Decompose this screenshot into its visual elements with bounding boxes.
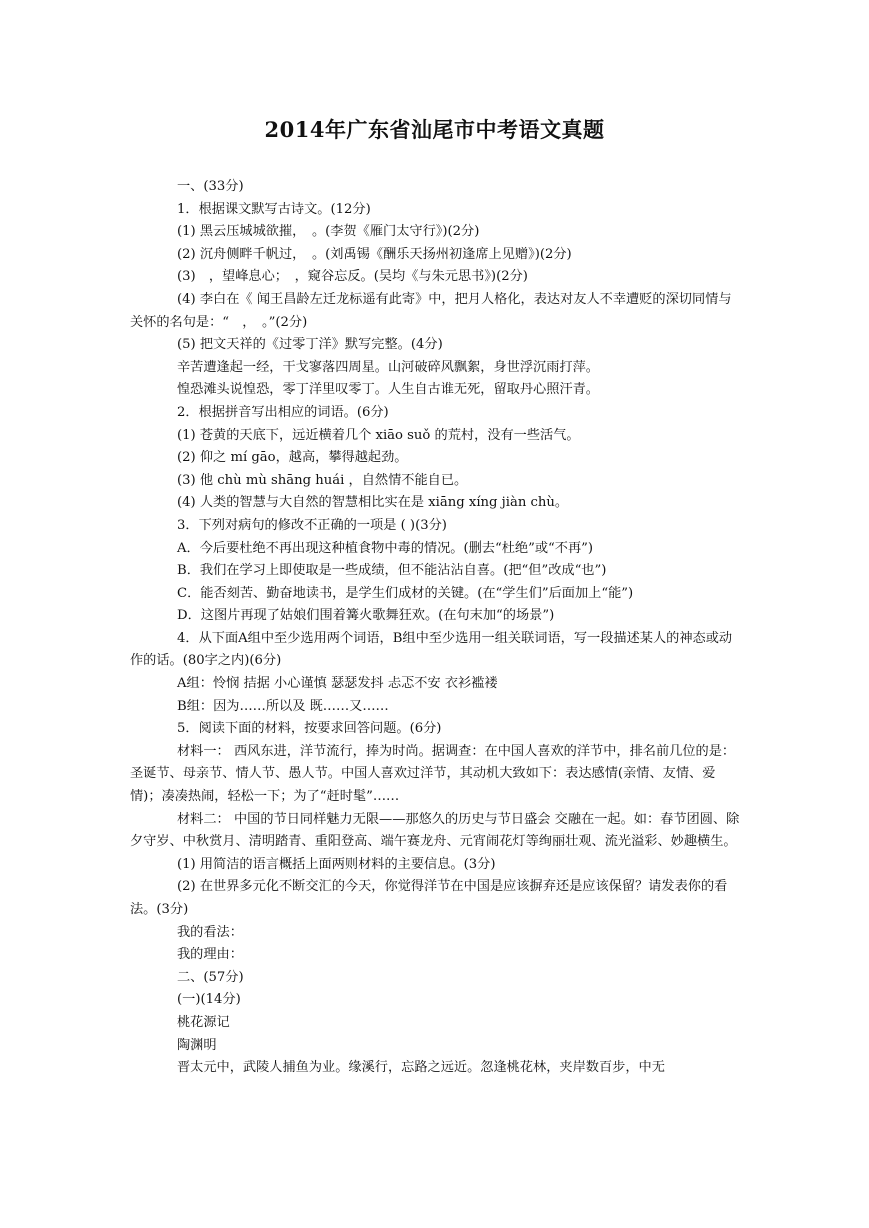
paragraph: 我的理由： [177,947,243,963]
paragraph: C．能否刻苦、勤奋地读书，是学生们成材的关键。(在“学生们”后面加上“能”) [177,585,634,601]
document-body [130,176,740,1080]
paragraph: 我的看法： [177,924,243,940]
paragraph: (2) 在世界多元化不断交汇的今天，你觉得洋节在中国是应该摒弃还是应该保留？请发表你的看法。(3分) [130,879,728,917]
paragraph: 材料一： 西风东进，洋节流行，捧为时尚。据调查：在中国人喜欢的洋节中，排名前几位的是：圣诞节、母亲节、情人节、愚人节。中国人喜欢过洋节，其动机大致如下：表达感情(亲情、友情、爱情)；凑凑热闹，轻松一下；为了“赶时髦”…… [130,743,736,805]
paragraph: (2) 仰之 mí gāo，越高，攀得越起劲。 [177,450,408,466]
paragraph: (1) 黑云压城城欲摧， 。(李贺《雁门太守行》)(2分) [177,224,480,240]
paragraph: 二、(57分) [177,969,244,985]
paragraph: (2) 沉舟侧畔千帆过， 。(刘禹锡《酬乐天扬州初逢席上见赠》)(2分) [177,246,572,262]
document-title: 2014年广东省汕尾市中考语文真题 [264,117,605,142]
paragraph: 惶恐滩头说惶恐，零丁洋里叹零丁。人生自古谁无死，留取丹心照汗青。 [177,382,599,398]
paragraph: B．我们在学习上即使取是一些成绩，但不能沾沾自喜。(把“但”改成“也”) [177,563,607,579]
paragraph: 材料二： 中国的节日同样魅力无限——那悠久的历史与节日盛会 交融在一起。如：春节团圆、除夕守岁、中秋赏月、清明踏青、重阳登高、端午赛龙舟、元宵闹花灯等绚丽壮观、流光溢彩、妙趣横生。 [130,811,740,850]
paragraph: A组：怜悯 拮据 小心谨慎 瑟瑟发抖 忐忑不安 衣衫褴褛 [177,676,498,692]
paragraph: 1．根据课文默写古诗文。(12分) [177,201,371,217]
paragraph: (一)(14分) [177,992,241,1008]
paragraph: (5) 把文天祥的《过零丁洋》默写完整。(4分) [177,337,443,353]
paragraph: 陶渊明 [177,1037,217,1053]
paragraph: 4．从下面A组中至少选用两个词语，B组中至少选用一组关联词语，写一段描述某人的神态或动作的话。(80字之内)(6分) [130,630,733,669]
paragraph: A．今后要杜绝不再出现这种植食物中毒的情况。(删去“杜绝”或“不再”) [177,540,594,556]
paragraph: D．这图片再现了姑娘们围着篝火歌舞狂欢。(在句末加“的场景”) [177,608,555,624]
paragraph: (3) ，望峰息心； ，窥谷忘反。(吴均《与朱元思书》)(2分) [177,269,528,285]
paragraph: (3) 他 chù mù shāng huái ，自然情不能自已。 [177,472,468,488]
paragraph: B组：因为……所以及 既……又…… [177,698,389,714]
paragraph: (4) 李白在《 闻王昌龄左迁龙标遥有此寄》中，把月人格化，表达对友人不幸遭贬的深切同情与关怀的名句是：“ ， 。”(2分) [130,291,732,330]
paragraph: (1) 用简洁的语言概括上面两则材料的主要信息。(3分) [177,856,496,872]
paragraph: 5．阅读下面的材料，按要求回答问题。(6分) [177,721,442,737]
paragraph: (4) 人类的智慧与大自然的智慧相比实在是 xiāng xíng jiàn chù。 [177,495,569,511]
paragraph: 一、(33分) [177,179,244,194]
paragraph: 桃花源记 [177,1014,230,1030]
paragraph: 辛苦遭逢起一经，干戈寥落四周星。山河破碎风飘絮，身世浮沉雨打萍。 [177,359,599,375]
paragraph: (1) 苍黄的天底下，远近横着几个 xiāo suǒ 的荒村，没有一些活气。 [177,427,580,443]
paragraph: 3．下列对病句的修改不正确的一项是 ( )(3分) [177,517,447,533]
paragraph: 2．根据拼音写出相应的词语。(6分) [177,404,389,420]
paragraph: 晋太元中，武陵人捕鱼为业。缘溪行，忘路之远近。忽逢桃花林，夹岸数百步，中无 [177,1060,665,1076]
